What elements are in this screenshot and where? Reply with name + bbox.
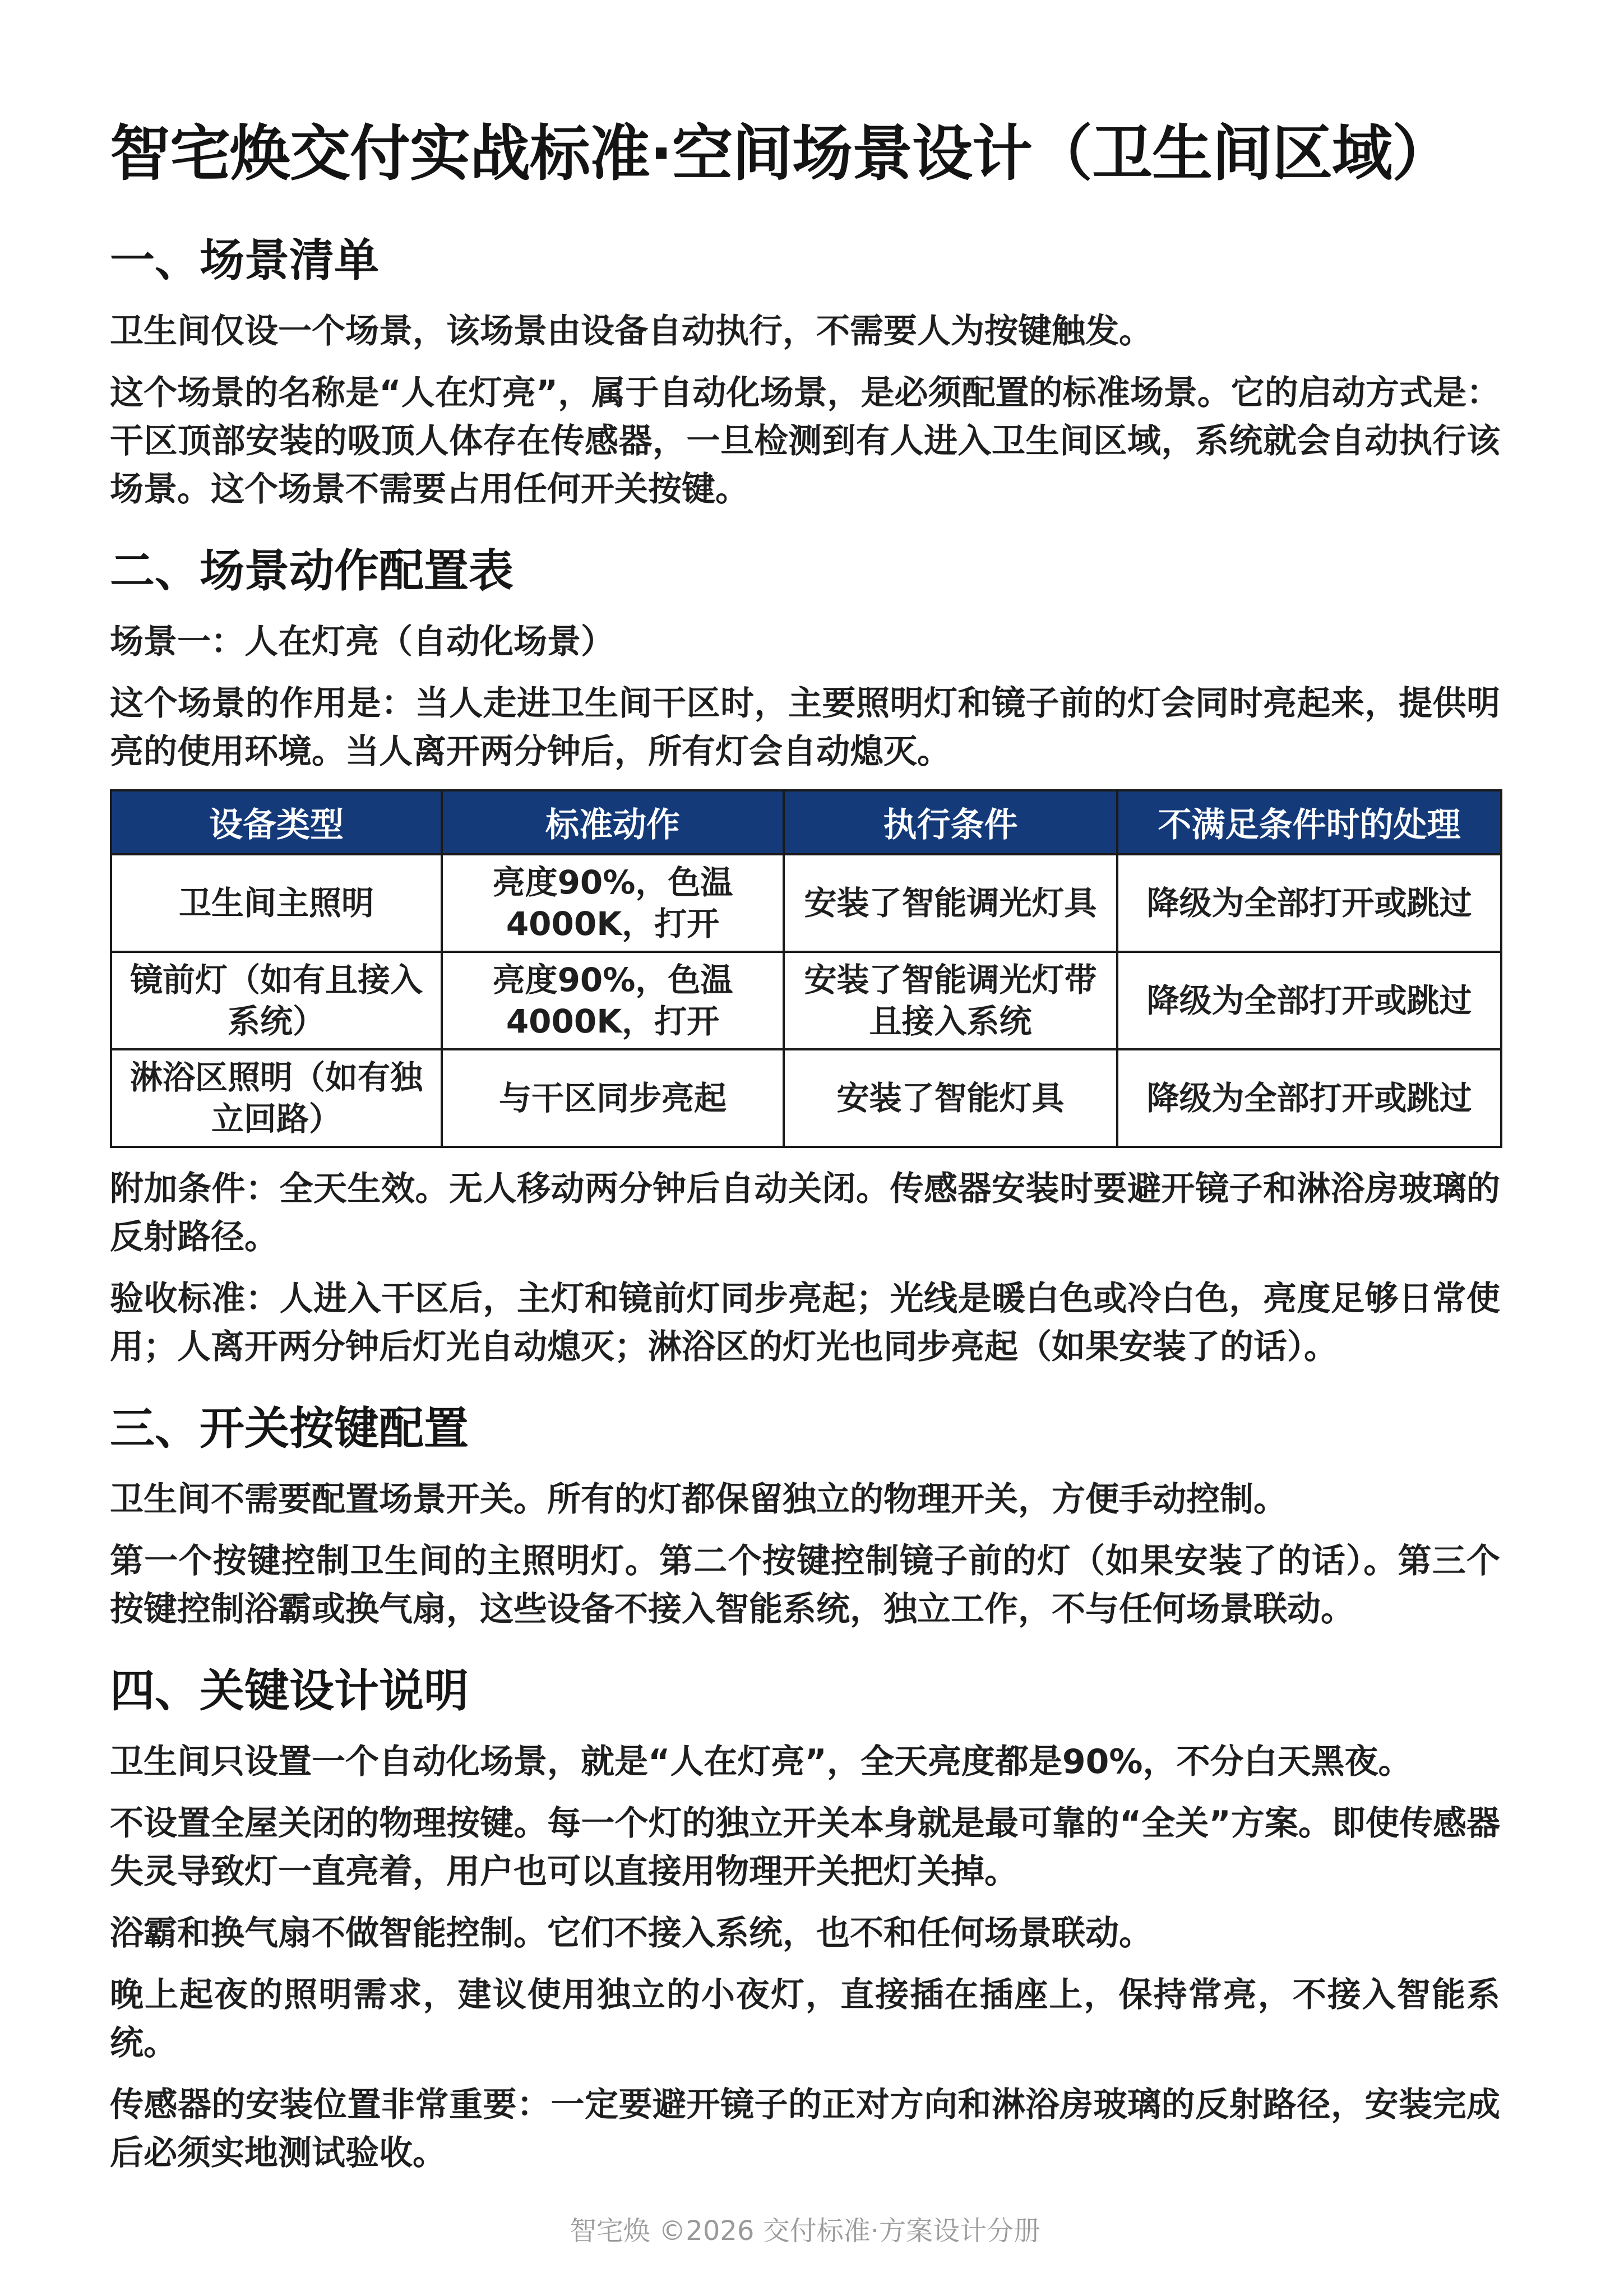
scene-name: 场景一：人在灯亮（自动化场景） [110, 622, 614, 661]
table-cell: 卫生间主照明 [111, 854, 442, 952]
paragraph: 第一个按键控制卫生间的主照明灯。第二个按键控制镜子前的灯（如果安装了的话）。第三个按键控制浴霸或换气扇，这些设备不接入智能系统，独立工作，不与任何场景联动。 [110, 1542, 1500, 1629]
table-header-condition: 执行条件 [784, 790, 1117, 854]
table-header-standard-action: 标准动作 [442, 790, 784, 854]
paragraph: 晚上起夜的照明需求，建议使用独立的小夜灯，直接插在插座上，保持常亮，不接入智能系统。 [110, 1975, 1500, 2063]
table-cell: 降级为全部打开或跳过 [1117, 952, 1501, 1049]
acceptance-criteria: 验收标准：人进入干区后，主灯和镜前灯同步亮起；光线是暖白色或冷白色，亮度足够日常使用；人离开两分钟后灯光自动熄灭；淋浴区的灯光也同步亮起（如果安装了的话）。 [110, 1279, 1500, 1367]
table-cell: 亮度90%，色温4000K，打开 [442, 854, 784, 952]
table-row [111, 854, 1501, 952]
section-scene-list [110, 230, 1500, 513]
table-header-row [111, 790, 1501, 854]
scene-config-table [110, 789, 1502, 1148]
extra-condition: 附加条件：全天生效。无人移动两分钟后自动关闭。传感器安装时要避开镜子和淋浴房玻璃的反射路径。 [110, 1169, 1500, 1257]
table-cell: 安装了智能调光灯带且接入系统 [784, 952, 1117, 1049]
paragraph: 卫生间仅设一个场景，该场景由设备自动执行，不需要人为按键触发。 [110, 312, 1153, 351]
table-cell: 与干区同步亮起 [442, 1049, 784, 1147]
scene-description: 这个场景的作用是：当人走进卫生间干区时，主要照明灯和镜子前的灯会同时亮起来，提供明亮的使用环境。当人离开两分钟后，所有灯会自动熄灭。 [110, 684, 1500, 771]
section-scene-actions [110, 540, 1500, 1371]
paragraph: 卫生间不需要配置场景开关。所有的灯都保留独立的物理开关，方便手动控制。 [110, 1480, 1287, 1519]
table-cell: 降级为全部打开或跳过 [1117, 1049, 1501, 1147]
table-header-device-type: 设备类型 [111, 790, 442, 854]
table-cell: 安装了智能灯具 [784, 1049, 1117, 1147]
table-row [111, 1049, 1501, 1147]
section-heading-key-design-notes: 四、关键设计说明 [110, 1665, 469, 1717]
paragraph: 传感器的安装位置非常重要：一定要避开镜子的正对方向和淋浴房玻璃的反射路径，安装完成后必须实地测试验收。 [110, 2085, 1500, 2173]
paragraph: 浴霸和换气扇不做智能控制。它们不接入系统，也不和任何场景联动。 [110, 1914, 1153, 1953]
page-title: 智宅焕交付实战标准·空间场景设计（卫生间区域） [110, 119, 1452, 189]
section-heading-scene-list: 一、场景清单 [110, 234, 379, 286]
table-row [111, 952, 1501, 1049]
paragraph: 不设置全屋关闭的物理按键。每一个灯的独立开关本身就是最可靠的“全关”方案。即使传感器失灵导致灯一直亮着，用户也可以直接用物理开关把灯关掉。 [110, 1804, 1500, 1891]
table-cell: 安装了智能调光灯具 [784, 854, 1117, 952]
section-heading-scene-actions: 二、场景动作配置表 [110, 545, 513, 597]
table-header-fallback: 不满足条件时的处理 [1117, 790, 1501, 854]
section-switch-config [110, 1398, 1500, 1633]
table-cell: 降级为全部打开或跳过 [1117, 854, 1501, 952]
document-page [110, 112, 1500, 2204]
paragraph: 这个场景的名称是“人在灯亮”，属于自动化场景，是必须配置的标准场景。它的启动方式是：干区顶部安装的吸顶人体存在传感器，一旦检测到有人进入卫生间区域，系统就会自动执行该场景。这个场景不需要占用任何开关按键。 [110, 373, 1500, 509]
page-footer: 智宅焕 ©2026 交付标准·方案设计分册 [570, 2215, 1040, 2247]
section-heading-switch-config: 三、开关按键配置 [110, 1402, 469, 1455]
paragraph: 卫生间只设置一个自动化场景，就是“人在灯亮”，全天亮度都是90%，不分白天黑夜。 [110, 1742, 1412, 1781]
table-cell: 镜前灯（如有且接入系统） [111, 952, 442, 1049]
table-cell: 淋浴区照明（如有独立回路） [111, 1049, 442, 1147]
section-key-design-notes [110, 1660, 1500, 2177]
table-cell: 亮度90%，色温4000K，打开 [442, 952, 784, 1049]
